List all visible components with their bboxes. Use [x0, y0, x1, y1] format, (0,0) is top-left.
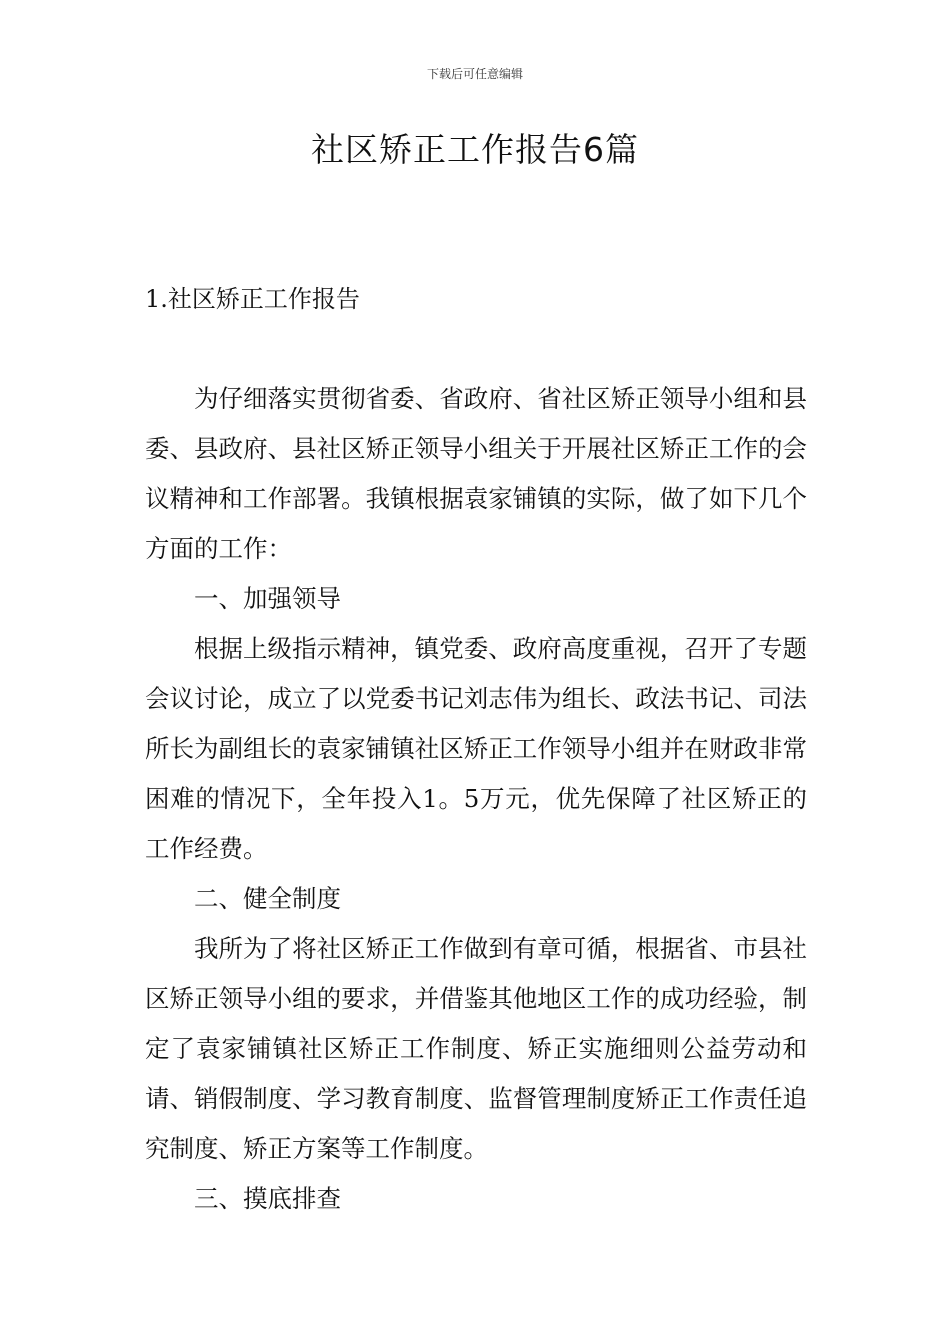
- header-note: 下载后可任意编辑: [426, 67, 523, 81]
- paragraph-leadership: 根据上级指示精神，镇党委、政府高度重视，召开了专题会议讨论，成立了以党委书记刘志伟为组长、政法书记、司法所长为副组长的袁家铺镇社区矫正工作领导小组并在财政非常困难的情况下，全年投入1。5万元，优先保障了社区矫正的工作经费。: [145, 634, 807, 863]
- subheading-strengthen-leadership: 一、加强领导: [194, 584, 341, 613]
- subheading-investigation: 三、摸底排查: [194, 1184, 341, 1213]
- paragraph-system: 我所为了将社区矫正工作做到有章可循，根据省、市县社区矫正领导小组的要求，并借鉴其他地区工作的成功经验，制定了袁家铺镇社区矫正工作制度、矫正实施细则公益劳动和请、销假制度、学习教育制度、监督管理制度矫正工作责任追究制度、矫正方案等工作制度。: [145, 934, 807, 1163]
- body-text: [145, 374, 807, 1224]
- section-heading: 1.社区矫正工作报告: [145, 285, 360, 313]
- paragraph-intro: 为仔细落实贯彻省委、省政府、省社区矫正领导小组和县委、县政府、县社区矫正领导小组关于开展社区矫正工作的会议精神和工作部署。我镇根据袁家铺镇的实际，做了如下几个方面的工作：: [145, 384, 807, 563]
- document-title: 社区矫正工作报告6篇: [311, 130, 639, 169]
- subheading-improve-system: 二、健全制度: [194, 884, 341, 913]
